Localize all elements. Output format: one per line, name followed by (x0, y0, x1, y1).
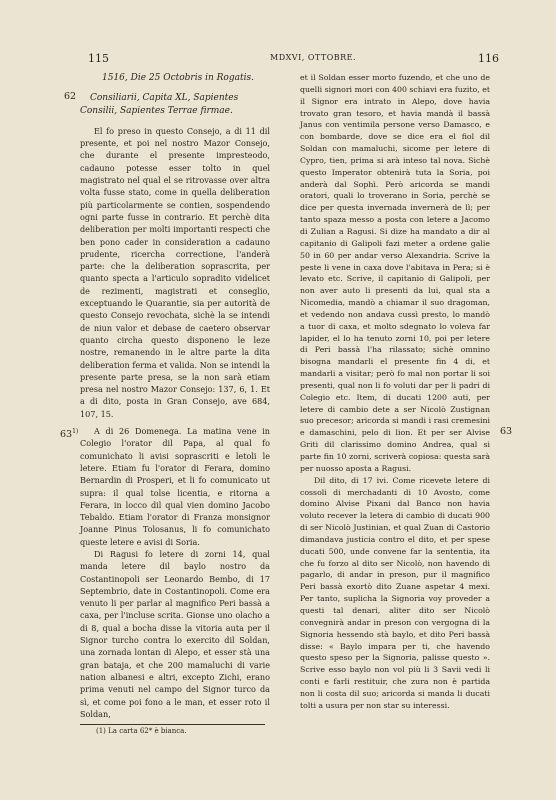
page-header (80, 52, 499, 66)
margin-number-62: 62 (64, 91, 77, 102)
left-page-number: 115 (88, 52, 109, 65)
left-paragraph-1: El fo preso in questo Consejo, a di 11 dil presente, et poi nel nostro Mazor Consejo, che durante el presente impresteodo, cadauno potesse esser tolto in quel magistrato nel qual el se ritrovasse over altra volta fusse stato, come in quella deliberation più particolarmente se contien, sospendendo ogni parte fusse in contrario. Et perchè dita deliberation per molti importanti respecti che ben pono cader in consideration a cadauno prudente, ricercha correctione, l'anderà parte: che la deliberation soprascrita, per quanto specta a l'articulo sopradito videlicet de rezimenti, magistrati et conseglio, exceptuando le Quarantie, sia per autorità de questo Consejo revochata, sichè la se intendi de niun valor et debase de caetero observar quanto circha questo disponeno le leze nostre, remanendo in le altre parte la dita deliberation ferma et valida. Non se intendi la presente parte presa, se la non sarà etiam presa nel nostro Mazor Consejo: 137, 6, 1. Et a di dito, posta in Gran Consejo, ave 684, 107, 15. (80, 125, 270, 419)
left-paragraph-2: A di 26 Domenega. La matina vene in Colegio l'orator dil Papa, al qual fo comunichato li avisi soprascriti e letoli le letere. Etiam fu l'orator di Ferara, domino Bernardin di Prosperi, et li fo comunicato ut supra: il qual tolse licentia, e ritorna a Ferara, in locco dil qual vien domino Jacobo Tebaldo. Etiam l'orator di Franza monsignor Joanne Pinus Tolosanus, li fo comunichato queste letere e avisi di Soria. (80, 426, 270, 547)
right-paragraph-2: Dil dito, di 17 ivi. Come ricevete letere di cossoli di merchadanti di 10 Avosto, come domino Alvise Pixani dal Banco non havia voluto recever la letera di cambio di ducati 900 di ser Nicolò Justinian, et qual Zuan di Castorio dimandava justicia contro el dito, et per spese ducati 500, unde convene far la sententia, ita che fu forzo al dito ser Nicolò, non havendo di pagarlo, di andar in preson, pur il magnifico Peri bassà exortò dito Zuane aspetar 4 mexi. Per tanto, suplicha la Signoria voy proveder a questi tal denari, aliter dito ser Nicolò convegnirà andar in preson con vergogna di la Signoria hessendo stà baylo, et dito Peri bassà disse: « Baylo impara per ti, che havendo questo speso per la Signoria, palisse questo ». Scrive esso baylo non vol più li 3 Savii vedi li conti e farli restituir, che zura non è partida non li costa dil suo; aricorda si manda li ducati tolti a usura per non star su interessi. (300, 475, 490, 710)
left-paragraph-3: Di Ragusi fo letere di zorni 14, qual manda letere dil baylo nostro da Costantinopoli ser Leonardo Bembo, di 17 Septembrio, date in Costantinopoli. Come era venuto li per parlar al magnifico Peri bassà a caxa, per l'incluse scrita. Gionse uno olacho a di 8, qual a bocha disse la vitoria auta per il Signor turcho contra lo exercito dil Soldan, una zornada lontan di Alepo, et esser stà una gran bataja, et che 200 mamaluchi di varie nation albanesi e altri, excepto Zichi, erano prima venuti nel campo del Signor turco da sì, et come poi fono a le man, et esser roto il Soldan, (80, 548, 270, 719)
left-column (80, 72, 270, 720)
document-heading: 1516, Die 25 Octobris in Rogatis. (102, 73, 254, 83)
right-column (300, 72, 490, 712)
margin-number-63-left: 63$^{1)}$ (60, 428, 79, 441)
right-paragraph-1: et il Soldan esser morto fuzendo, et che uno de quelli signori mori con 400 schiavi era fuzito, et il Signor era intrato in Alepo, dove havia trovato gran tesoro, et havia mandà il bassà Janus con ventimila persone verso Damasco, e con bombarde, dove se dice era el fiol dil Soldan con mamaluchi, sicome per letere di Cypro, tien, prima si arà inteso tal nova. Sichè questo Imperator obtenirà tuta la Soria, poi anderà dal Sophì. Però aricorda se mandi oratori, quali lo troverano in Soria, perchè se dice per questa invernada invernerà de lì; per tanto spaza messo a posta con letere a Jacomo di Zulian a Ragusi. Si dize ha mandato a dir al capitanio di Galipoli fazi meter a ordene galie 50 in 60 per andar verso Alexandria. Scrive la peste li vene in caxa dove l'abitava in Pera; si è levato etc. Scrive, il capitanio di Galipoli, per non aver auto li presenti da lui, qual sta a Nicomedia, mandò a chiamar il suo dragoman, et vedendo non andava cussì presto, lo mandò a tuor di caxa, et molto sdegnato lo voleva far lapider, el lo ha tenuto zorni 10, poi per letere di Peri bassà l'ha rilassato; sichè omnino bisogna mandarli el presente fin 4 di, et mandarli a visitar; però fo mal non portar li soi presenti, qual non li fo voluti dar per li padri di Colegio etc. Item, di ducati 1200 auti, per letere di cambio dete a ser Nicolò Zustignan suo precesor; aricorda si mandi i rasi cremesini e damaschini, pelo di lion. Et per ser Alvise Griti dil clarissimo domino Andrea, qual si parte fin 10 zorni, scriverà copiosa: questa sarà per nuosso aposta a Ragusi. (300, 73, 490, 473)
margin-number-63-right: 63 (500, 426, 513, 437)
footnote-rule (80, 724, 265, 725)
document-title: Consiliarii, Capita XL, Sapientes Consilii, Sapientes Terrae firmae. (80, 93, 239, 116)
footnote-marker: 1) (72, 428, 79, 435)
right-page-number: 116 (478, 52, 499, 65)
footnote: (1) La carta 62* è bianca. (96, 727, 187, 735)
running-head: MDXVI, OTTOBRE. (270, 53, 357, 62)
